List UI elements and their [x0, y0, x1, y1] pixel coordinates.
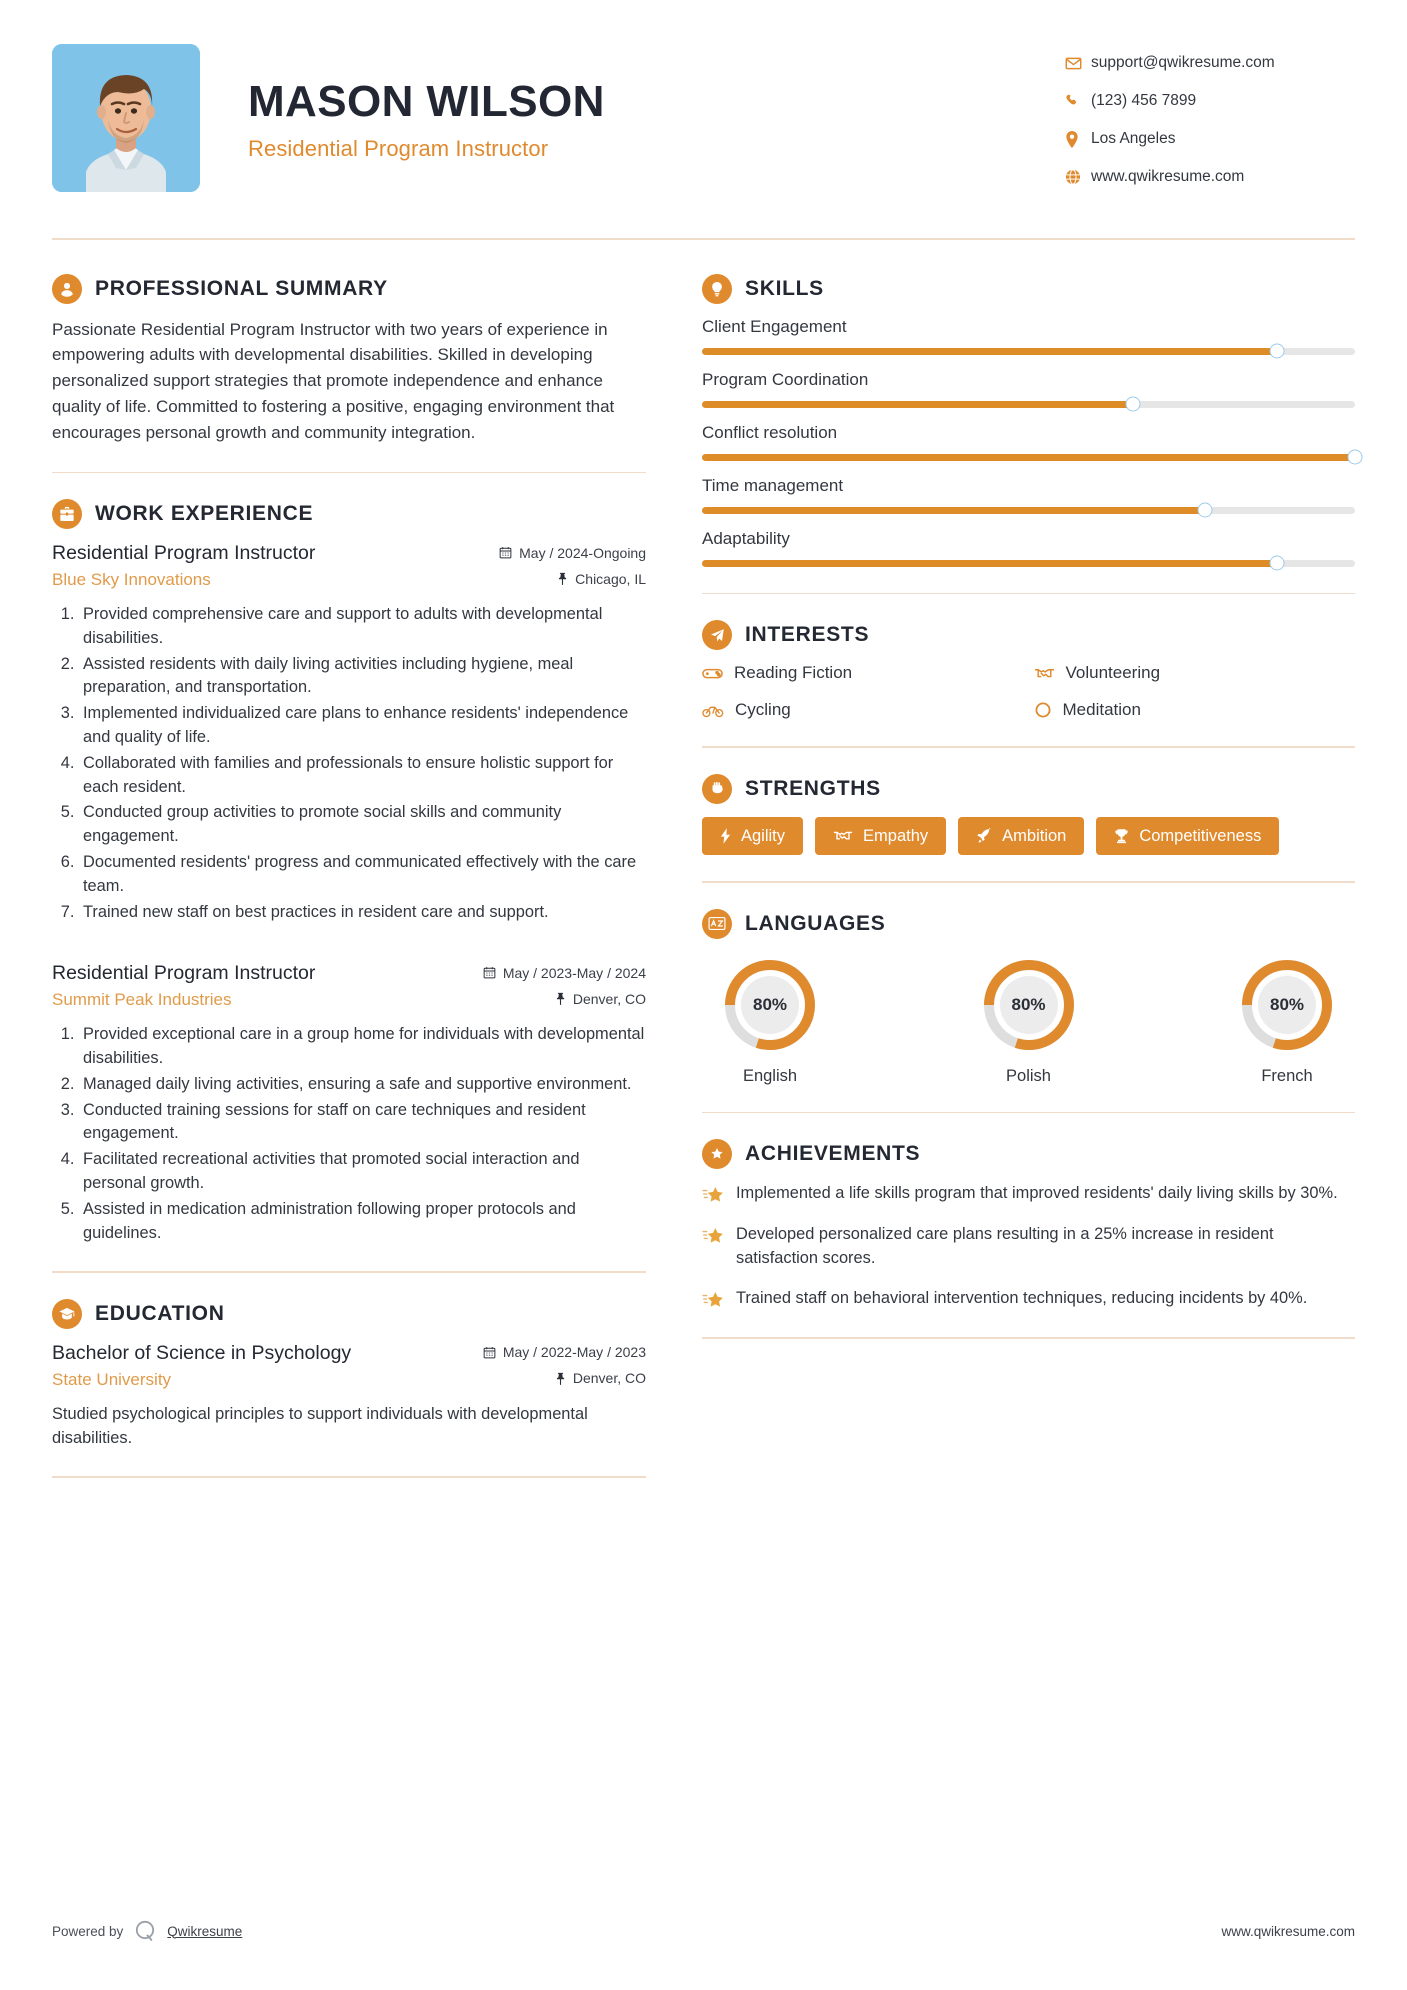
experience-bullet: 5. Conducted group activities to promote social skills and community engagement. — [79, 801, 646, 849]
contact-list — [1065, 44, 1355, 186]
skill-track[interactable] — [702, 348, 1355, 355]
skill-knob[interactable] — [1348, 450, 1363, 465]
language-name: Polish — [1006, 1066, 1051, 1085]
strengths-heading-text: STRENGTHS — [745, 776, 881, 800]
experience-bullets — [52, 603, 646, 924]
contact-website[interactable] — [1065, 168, 1355, 186]
strength-tag — [958, 817, 1084, 856]
education-heading-text: EDUCATION — [95, 1301, 225, 1325]
footer — [52, 1918, 1355, 1944]
achievements-heading — [702, 1139, 1355, 1169]
experience-bullet: 1. Provided comprehensive care and support to adults with developmental disabilities. — [79, 603, 646, 651]
education-date-text: May / 2022-May / 2023 — [502, 1344, 646, 1361]
user-circle-icon — [52, 274, 82, 304]
skill-track[interactable] — [702, 454, 1355, 461]
experience-bullet: 6. Documented residents' progress and communicated effectively with the care team. — [79, 851, 646, 899]
donut-center — [980, 956, 1078, 1054]
skills-heading — [702, 274, 1355, 304]
strength-tag — [1096, 817, 1279, 856]
experience-bullet: 4. Collaborated with families and professionals to ensure holistic support for each resident. — [79, 752, 646, 800]
experience-date — [499, 545, 646, 561]
experience-location-text: Chicago, IL — [575, 570, 646, 587]
location-icon — [1065, 131, 1091, 148]
envelope-icon — [1065, 55, 1091, 72]
education-entry — [52, 1342, 646, 1451]
fist-icon — [702, 774, 732, 804]
left-column — [52, 240, 672, 1504]
section-professional-summary — [52, 274, 646, 446]
achievement-text: Implemented a life skills program that improved residents' daily living skills by 30%. — [736, 1184, 1338, 1202]
section-achievements — [702, 1139, 1355, 1311]
experience-bullet: 7. Trained new staff on best practices in resident care and support. — [79, 901, 646, 925]
footer-brand-link[interactable]: Qwikresume — [167, 1923, 243, 1939]
phone-icon — [1065, 93, 1091, 109]
skill-knob[interactable] — [1269, 344, 1284, 359]
summary-heading-text: PROFESSIONAL SUMMARY — [95, 276, 388, 300]
experience-entry-top — [52, 962, 646, 985]
skill-knob[interactable] — [1125, 397, 1140, 412]
language-donut — [1238, 956, 1336, 1054]
job-title: Residential Program Instructor — [248, 135, 549, 161]
section-education — [52, 1299, 646, 1451]
skill-knob[interactable] — [1197, 503, 1212, 518]
calendar-icon — [483, 1346, 496, 1359]
education-location-text: Denver, CO — [572, 1370, 646, 1387]
page-title: MASON WILSON — [248, 77, 605, 126]
section-languages — [702, 909, 1355, 1086]
section-skills — [702, 274, 1355, 567]
language-name: French — [1261, 1066, 1313, 1085]
graduation-cap-icon — [52, 1299, 82, 1329]
pin-icon — [555, 1372, 566, 1385]
skill-fill — [702, 507, 1205, 514]
strength-tag — [815, 817, 946, 856]
experience-bullet: 4. Facilitated recreational activities that promoted social interaction and personal growth. — [79, 1148, 646, 1196]
bicycle-icon — [702, 703, 724, 718]
translate-icon — [702, 909, 732, 939]
experience-date-text: May / 2024-Ongoing — [519, 544, 646, 561]
skill-fill — [702, 560, 1277, 567]
skill-item — [702, 370, 1355, 408]
contact-email[interactable] — [1065, 54, 1355, 72]
experience-entry — [52, 542, 646, 924]
footer-powered-by: Powered by — [52, 1923, 124, 1939]
gamepad-icon — [702, 666, 723, 681]
section-divider — [702, 593, 1355, 595]
interest-label: Meditation — [1062, 700, 1141, 719]
education-heading — [52, 1299, 646, 1329]
language-percent: 80% — [741, 976, 799, 1034]
skills-heading-text: SKILLS — [745, 276, 824, 300]
experience-company: Summit Peak Industries — [52, 990, 232, 1010]
experience-company: Blue Sky Innovations — [52, 570, 211, 590]
interest-label: Reading Fiction — [734, 663, 853, 682]
column-gap — [672, 240, 702, 1504]
experience-entry-top — [52, 542, 646, 565]
interest-item — [702, 663, 1024, 683]
section-divider — [702, 1112, 1355, 1114]
section-divider — [52, 1271, 646, 1273]
section-divider — [52, 472, 646, 474]
medal-star-icon — [702, 1139, 732, 1169]
resume-body — [0, 240, 1407, 1504]
globe-icon — [1065, 169, 1091, 185]
experience-heading — [52, 499, 646, 529]
section-work-experience — [52, 499, 646, 1245]
achievement-item — [702, 1287, 1355, 1311]
qwikresume-logo-icon — [132, 1918, 158, 1944]
language-percent: 80% — [1258, 976, 1316, 1034]
education-school: State University — [52, 1369, 172, 1389]
experience-bullet: 2. Managed daily living activities, ensuring a safe and supportive environment. — [79, 1073, 646, 1097]
pin-icon — [555, 992, 566, 1005]
right-column — [702, 240, 1355, 1504]
language-item — [710, 956, 830, 1086]
pin-icon — [557, 572, 568, 585]
section-interests — [702, 620, 1355, 720]
entry-spacer — [52, 928, 646, 962]
skill-track[interactable] — [702, 560, 1355, 567]
contact-email-value: support@qwikresume.com — [1091, 54, 1275, 71]
experience-bullet: 1. Provided exceptional care in a group home for individuals with developmental disabilities. — [79, 1023, 646, 1071]
star-motion-icon — [702, 1182, 724, 1206]
strength-label: Agility — [741, 826, 786, 845]
experience-location — [555, 991, 646, 1007]
skill-item — [702, 317, 1355, 355]
rocket-icon — [976, 828, 992, 844]
contact-phone[interactable] — [1065, 92, 1355, 110]
language-percent: 80% — [1000, 976, 1058, 1034]
footer-left — [52, 1918, 242, 1944]
skill-label: Adaptability — [702, 528, 790, 548]
section-divider — [702, 1337, 1355, 1339]
experience-location — [557, 571, 646, 587]
achievements-heading-text: ACHIEVEMENTS — [745, 1142, 921, 1165]
experience-bullet: 2. Assisted residents with daily living activities including hygiene, meal preparation, and transportation. — [79, 653, 646, 701]
handshake-icon — [1034, 665, 1055, 681]
skill-fill — [702, 348, 1277, 355]
skill-label: Conflict resolution — [702, 422, 838, 442]
experience-bullet: 5. Assisted in medication administration following proper protocols and guidelines. — [79, 1198, 646, 1246]
languages-heading-text: LANGUAGES — [745, 911, 886, 935]
bolt-icon — [720, 828, 731, 844]
education-entry-top — [52, 1342, 646, 1365]
language-item — [969, 956, 1089, 1086]
summary-heading — [52, 274, 646, 304]
experience-heading-text: WORK EXPERIENCE — [95, 502, 314, 526]
resume-header — [0, 0, 1407, 192]
education-degree: Bachelor of Science in Psychology — [52, 1341, 352, 1364]
skill-track[interactable] — [702, 507, 1355, 514]
skill-label: Client Engagement — [702, 316, 847, 336]
skill-fill — [702, 454, 1355, 461]
paper-plane-icon — [702, 620, 732, 650]
education-entry-sub — [52, 1370, 646, 1390]
strengths-heading — [702, 774, 1355, 804]
experience-bullet: 3. Implemented individualized care plans to enhance residents' independence and quality of life. — [79, 702, 646, 750]
skill-label: Time management — [702, 475, 844, 495]
interests-heading — [702, 620, 1355, 650]
skill-fill — [702, 401, 1133, 408]
experience-date-text: May / 2023-May / 2024 — [502, 964, 646, 981]
experience-date — [483, 965, 646, 981]
skill-track[interactable] — [702, 401, 1355, 408]
strength-label: Empathy — [863, 826, 929, 845]
profile-photo-illustration — [52, 44, 200, 192]
calendar-icon — [499, 546, 512, 559]
education-location — [555, 1370, 646, 1386]
name-block — [200, 44, 1065, 162]
language-donut — [980, 956, 1078, 1054]
interests-heading-text: INTERESTS — [745, 623, 870, 646]
contact-location-value: Los Angeles — [1091, 130, 1176, 147]
interest-item — [1034, 700, 1356, 720]
experience-role: Residential Program Instructor — [52, 962, 316, 985]
language-donut — [721, 956, 819, 1054]
experience-bullet: 3. Conducted training sessions for staff on care techniques and resident engagement. — [79, 1099, 646, 1147]
languages-heading — [702, 909, 1355, 939]
language-name: English — [742, 1066, 798, 1085]
achievement-text: Developed personalized care plans resulting in a 25% increase in resident satisfaction scores. — [736, 1224, 1274, 1267]
experience-bullets — [52, 1023, 646, 1245]
section-divider — [702, 881, 1355, 883]
section-divider — [52, 1476, 646, 1478]
lightbulb-icon — [702, 274, 732, 304]
interests-grid — [702, 663, 1355, 720]
calendar-icon — [483, 966, 496, 979]
contact-phone-value: (123) 456 7899 — [1091, 92, 1197, 109]
donut-center — [721, 956, 819, 1054]
education-date — [483, 1344, 646, 1360]
skill-label: Program Coordination — [702, 369, 869, 389]
strengths-list — [702, 817, 1355, 856]
strength-label: Ambition — [1002, 826, 1067, 845]
section-strengths — [702, 774, 1355, 856]
trophy-icon — [1114, 828, 1129, 844]
achievement-item — [702, 1182, 1355, 1206]
handshake-icon — [833, 828, 853, 843]
skill-item — [702, 423, 1355, 461]
donut-center — [1238, 956, 1336, 1054]
interest-label: Cycling — [735, 700, 791, 719]
contact-website-value: www.qwikresume.com — [1091, 168, 1245, 185]
contact-location[interactable] — [1065, 130, 1355, 148]
avatar — [52, 44, 200, 192]
interest-item — [1034, 663, 1356, 683]
strength-label: Competitiveness — [1139, 826, 1262, 845]
experience-entry — [52, 962, 646, 1245]
experience-role: Residential Program Instructor — [52, 542, 316, 565]
interest-item — [702, 700, 1024, 720]
summary-text: Passionate Residential Program Instructor with two years of experience in empowering adults with developmental disabilities. Skilled in developing personalized support strategies that promote independence and enhance quality of life. Committed to fostering a positive, engaging environment that encourages personal growth and community integration. — [52, 319, 615, 442]
languages-list — [702, 952, 1355, 1086]
experience-entry-sub — [52, 570, 646, 590]
achievement-item — [702, 1223, 1355, 1271]
footer-website[interactable]: www.qwikresume.com — [1221, 1923, 1355, 1939]
star-motion-icon — [702, 1223, 724, 1271]
briefcase-icon — [52, 499, 82, 529]
language-item — [1227, 956, 1347, 1086]
star-motion-icon — [702, 1287, 724, 1311]
experience-location-text: Denver, CO — [572, 990, 646, 1007]
skill-knob[interactable] — [1269, 556, 1284, 571]
skill-item — [702, 529, 1355, 567]
achievement-text: Trained staff on behavioral intervention techniques, reducing incidents by 40%. — [736, 1289, 1308, 1308]
interest-label: Volunteering — [1065, 663, 1161, 682]
experience-entry-sub — [52, 990, 646, 1010]
strength-tag — [702, 817, 803, 856]
skill-item — [702, 476, 1355, 514]
education-description: Studied psychological principles to support individuals with developmental disabilities. — [52, 1404, 588, 1447]
section-divider — [702, 746, 1355, 748]
circle-icon — [1034, 701, 1052, 719]
